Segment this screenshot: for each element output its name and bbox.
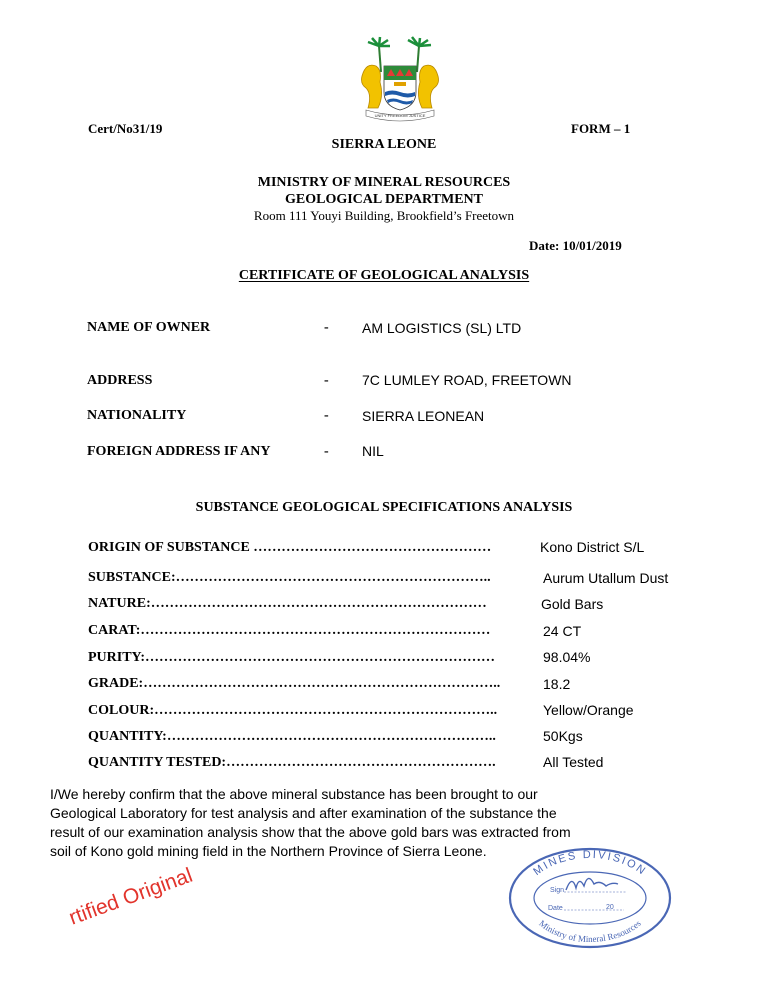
stamp-date-year: 20 <box>606 904 614 911</box>
spec-origin-label: ORIGIN OF SUBSTANCE …………………………………………… <box>88 540 492 555</box>
statement-line: soil of Kono gold mining field in the Northern Province of Sierra Leone. <box>50 843 487 859</box>
country-name: SIERRA LEONE <box>331 137 437 152</box>
statement-line: result of our examination analysis show that the above gold bars was extracted from <box>50 824 571 840</box>
svg-text:MINES DIVISION <box>531 849 648 878</box>
emblem-motto: UNITY FREEDOM JUSTICE <box>374 113 426 118</box>
owner-name-label: NAME OF OWNER <box>87 320 211 335</box>
office-address: Room 111 Youyi Building, Brookfield’s Freetown <box>253 208 515 223</box>
signature-icon <box>566 878 618 890</box>
certified-original-stamp: rtified Original <box>66 863 196 930</box>
certificate-title: CERTIFICATE OF GEOLOGICAL ANALYSIS <box>238 268 530 283</box>
spec-carat-label: CARAT:………………………………………………………………… <box>88 623 491 638</box>
spec-purity-value: 98.04% <box>543 649 591 665</box>
owner-address-value: 7C LUMLEY ROAD, FREETOWN <box>362 372 572 388</box>
spec-quantity-label: QUANTITY:…………………………………………………………….. <box>88 729 496 744</box>
spec-grade-value: 18.2 <box>543 676 571 692</box>
spec-nature-value: Gold Bars <box>541 596 604 612</box>
spec-substance-value: Aurum Utallum Dust <box>543 570 669 586</box>
stamp-top-text: MINES DIVISION <box>531 848 649 879</box>
certificate-date: Date: 10/01/2019 <box>529 238 622 253</box>
stamp-sign-label: Sign <box>550 887 565 894</box>
foreign-address-dash: - <box>324 444 329 459</box>
spec-grade-label: GRADE:………………………………………………………………….. <box>88 676 501 691</box>
spec-quantity-tested-value: All Tested <box>543 754 604 770</box>
statement-line: I/We hereby confirm that the above mineral substance has been brought to our <box>50 786 538 802</box>
foreign-address-value: NIL <box>362 443 384 459</box>
spec-heading: SUBSTANCE GEOLOGICAL SPECIFICATIONS ANALYSIS <box>195 500 573 515</box>
owner-address-label: ADDRESS <box>87 373 153 388</box>
spec-quantity-value: 50Kgs <box>543 728 583 744</box>
form-number: FORM – 1 <box>571 121 631 136</box>
department-name: GEOLOGICAL DEPARTMENT <box>285 192 483 207</box>
nationality-value: SIERRA LEONEAN <box>362 408 485 424</box>
svg-text:Ministry of Mineral Resources <box>537 918 643 944</box>
stamp-date-label: Date <box>548 905 563 912</box>
nationality-label: NATIONALITY <box>87 408 187 423</box>
ministry-name: MINISTRY OF MINERAL RESOURCES <box>257 175 511 190</box>
stamp-bottom-text: Ministry of Mineral Resources <box>537 918 643 945</box>
statement-line: Geological Laboratory for test analysis and after examination of the substance the <box>50 805 557 821</box>
spec-colour-label: COLOUR:……………………………………………………………….. <box>88 703 498 718</box>
coat-of-arms-icon <box>354 36 446 122</box>
certificate-number: Cert/No31/19 <box>88 121 163 136</box>
spec-quantity-tested-label: QUANTITY TESTED:…………………………………………………. <box>88 755 496 770</box>
spec-purity-label: PURITY:………………………………………………………………… <box>88 650 496 665</box>
nationality-dash: - <box>324 408 329 423</box>
spec-colour-value: Yellow/Orange <box>543 702 634 718</box>
spec-carat-value: 24 CT <box>543 623 582 639</box>
spec-nature-label: NATURE:……………………………………………………………… <box>88 596 487 611</box>
spec-substance-label: SUBSTANCE:………………………………………………………….. <box>88 570 491 585</box>
owner-address-dash: - <box>324 373 329 388</box>
mines-division-stamp <box>506 846 674 950</box>
foreign-address-label: FOREIGN ADDRESS IF ANY <box>87 444 271 459</box>
owner-name-value: AM LOGISTICS (SL) LTD <box>362 320 522 336</box>
spec-origin-value: Kono District S/L <box>540 539 645 555</box>
owner-name-dash: - <box>324 320 329 335</box>
